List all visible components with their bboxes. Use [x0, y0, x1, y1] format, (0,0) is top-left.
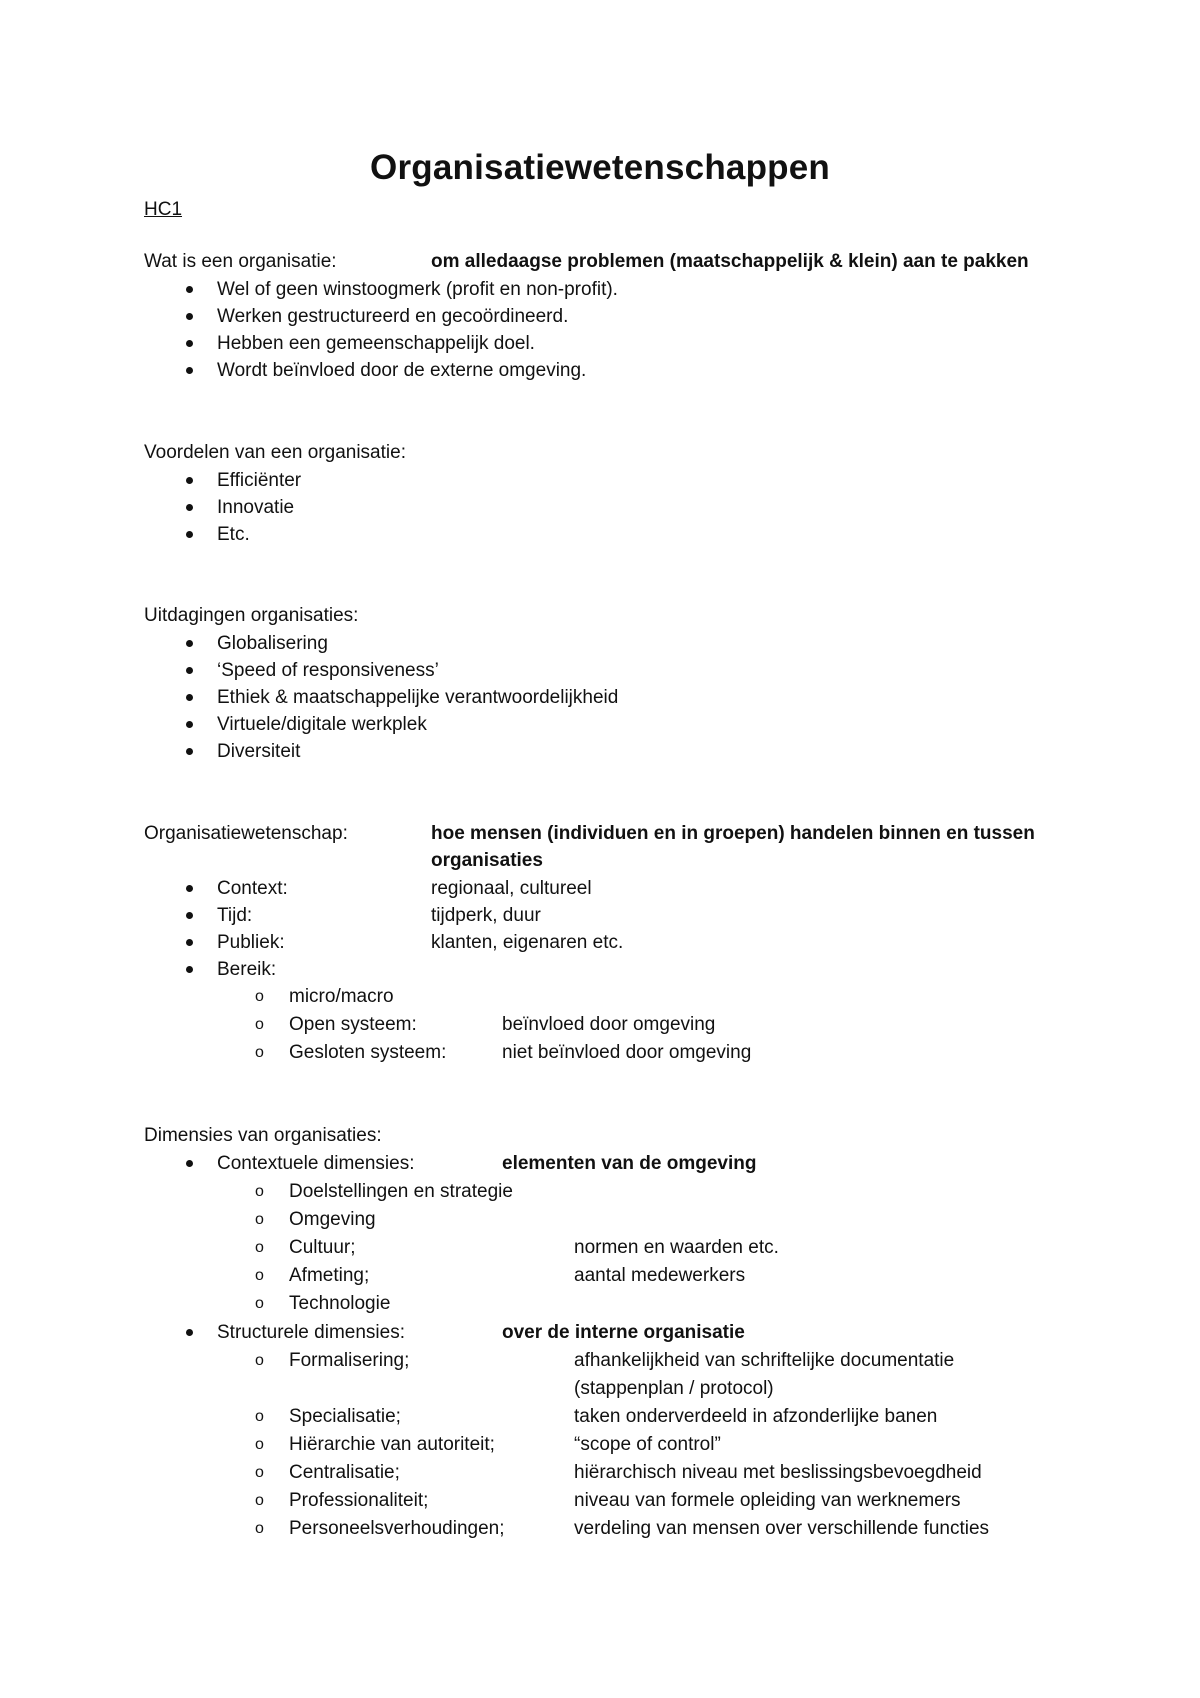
- bullet: [186, 340, 193, 347]
- lecture-label: HC1: [144, 199, 183, 220]
- sub-bullet-marker: o: [255, 1016, 264, 1033]
- list-item-label: Context:: [217, 878, 288, 899]
- list-item: Wordt beïnvloed door de externe omgeving.: [217, 360, 587, 381]
- sub-bullet-marker: o: [255, 1267, 264, 1284]
- sub-list-item-label: Doelstellingen en strategie: [289, 1181, 513, 1202]
- bullet: [186, 313, 193, 320]
- sub-list-item-value: beïnvloed door omgeving: [502, 1014, 716, 1035]
- sub-list-item-value: taken onderverdeeld in afzonderlijke banen: [574, 1406, 938, 1427]
- sub-list-item-label: Gesloten systeem:: [289, 1042, 447, 1063]
- sub-list-item-value: verdeling van mensen over verschillende functies: [574, 1518, 990, 1539]
- bullet: [186, 286, 193, 293]
- list-item-label: Contextuele dimensies:: [217, 1153, 415, 1174]
- bullet: [186, 640, 193, 647]
- list-item-value: klanten, eigenaren etc.: [431, 932, 624, 953]
- list-item: Innovatie: [217, 497, 295, 518]
- bullet: [186, 966, 193, 973]
- sub-bullet-marker: o: [255, 1352, 264, 1369]
- section-label-wat-is: Wat is een organisatie:: [144, 251, 337, 272]
- sub-list-item-label: Afmeting;: [289, 1265, 370, 1286]
- list-item: ‘Speed of responsiveness’: [217, 660, 439, 681]
- definition-wetenschap-cont: organisaties: [431, 850, 543, 871]
- page-title: Organisatiewetenschappen: [370, 148, 830, 187]
- list-item-value: tijdperk, duur: [431, 905, 541, 926]
- list-item-label: Structurele dimensies:: [217, 1322, 405, 1343]
- definition-contextueel: elementen van de omgeving: [502, 1153, 757, 1174]
- sub-list-item-value: hiërarchisch niveau met beslissingsbevoegdheid: [574, 1462, 982, 1483]
- sub-list-item-label: Formalisering;: [289, 1350, 410, 1371]
- sub-list-item-label: Open systeem:: [289, 1014, 417, 1035]
- list-item: Globalisering: [217, 633, 328, 654]
- bullet: [186, 721, 193, 728]
- bullet: [186, 1329, 193, 1336]
- definition-structureel: over de interne organisatie: [502, 1322, 745, 1343]
- sub-bullet-marker: o: [255, 1211, 264, 1228]
- definition-wetenschap: hoe mensen (individuen en in groepen) handelen binnen en tussen: [431, 823, 1035, 844]
- bullet: [186, 531, 193, 538]
- list-item: Efficiënter: [217, 470, 302, 491]
- sub-bullet-marker: o: [255, 1295, 264, 1312]
- sub-bullet-marker: o: [255, 988, 264, 1005]
- sub-bullet-marker: o: [255, 1408, 264, 1425]
- bullet: [186, 477, 193, 484]
- list-item: Wel of geen winstoogmerk (profit en non-profit).: [217, 279, 618, 300]
- definition-wat-is: om alledaagse problemen (maatschappelijk & klein) aan te pakken: [431, 251, 1029, 272]
- list-item: Werken gestructureerd en gecoördineerd.: [217, 306, 569, 327]
- sub-list-item-label: micro/macro: [289, 986, 394, 1007]
- bullet: [186, 885, 193, 892]
- section-label-voordelen: Voordelen van een organisatie:: [144, 442, 406, 463]
- bullet: [186, 367, 193, 374]
- section-label-dimensies: Dimensies van organisaties:: [144, 1125, 382, 1146]
- sub-list-item-value: normen en waarden etc.: [574, 1237, 779, 1258]
- sub-list-item-label: Technologie: [289, 1293, 391, 1314]
- sub-list-item-label: Hiërarchie van autoriteit;: [289, 1434, 495, 1455]
- sub-list-item-label: Specialisatie;: [289, 1406, 401, 1427]
- sub-list-item-value-cont: (stappenplan / protocol): [574, 1378, 774, 1399]
- list-item: Virtuele/digitale werkplek: [217, 714, 427, 735]
- sub-list-item-label: Personeelsverhoudingen;: [289, 1518, 505, 1539]
- list-item: Diversiteit: [217, 741, 301, 762]
- sub-list-item-value: niet beïnvloed door omgeving: [502, 1042, 752, 1063]
- bullet: [186, 1160, 193, 1167]
- sub-list-item-label: Centralisatie;: [289, 1462, 400, 1483]
- sub-bullet-marker: o: [255, 1044, 264, 1061]
- list-item-value: regionaal, cultureel: [431, 878, 592, 899]
- sub-list-item-value: aantal medewerkers: [574, 1265, 746, 1286]
- list-item: Hebben een gemeenschappelijk doel.: [217, 333, 535, 354]
- sub-list-item-label: Professionaliteit;: [289, 1490, 429, 1511]
- list-item: Ethiek & maatschappelijke verantwoordelijkheid: [217, 687, 619, 708]
- sub-bullet-marker: o: [255, 1436, 264, 1453]
- sub-bullet-marker: o: [255, 1492, 264, 1509]
- bullet: [186, 939, 193, 946]
- list-item-label: Bereik:: [217, 959, 277, 980]
- sub-bullet-marker: o: [255, 1239, 264, 1256]
- section-label-wetenschap: Organisatiewetenschap:: [144, 823, 348, 844]
- sub-list-item-label: Cultuur;: [289, 1237, 356, 1258]
- sub-bullet-marker: o: [255, 1183, 264, 1200]
- sub-list-item-value: afhankelijkheid van schriftelijke documentatie: [574, 1350, 955, 1371]
- list-item-label: Tijd:: [217, 905, 253, 926]
- bullet: [186, 504, 193, 511]
- sub-bullet-marker: o: [255, 1464, 264, 1481]
- sub-list-item-label: Omgeving: [289, 1209, 376, 1230]
- bullet: [186, 667, 193, 674]
- bullet: [186, 748, 193, 755]
- section-label-uitdagingen: Uitdagingen organisaties:: [144, 605, 359, 626]
- list-item-label: Publiek:: [217, 932, 285, 953]
- list-item: Etc.: [217, 524, 250, 545]
- sub-bullet-marker: o: [255, 1520, 264, 1537]
- bullet: [186, 694, 193, 701]
- bullet: [186, 912, 193, 919]
- sub-list-item-value: niveau van formele opleiding van werknemers: [574, 1490, 961, 1511]
- sub-list-item-value: “scope of control”: [574, 1434, 721, 1455]
